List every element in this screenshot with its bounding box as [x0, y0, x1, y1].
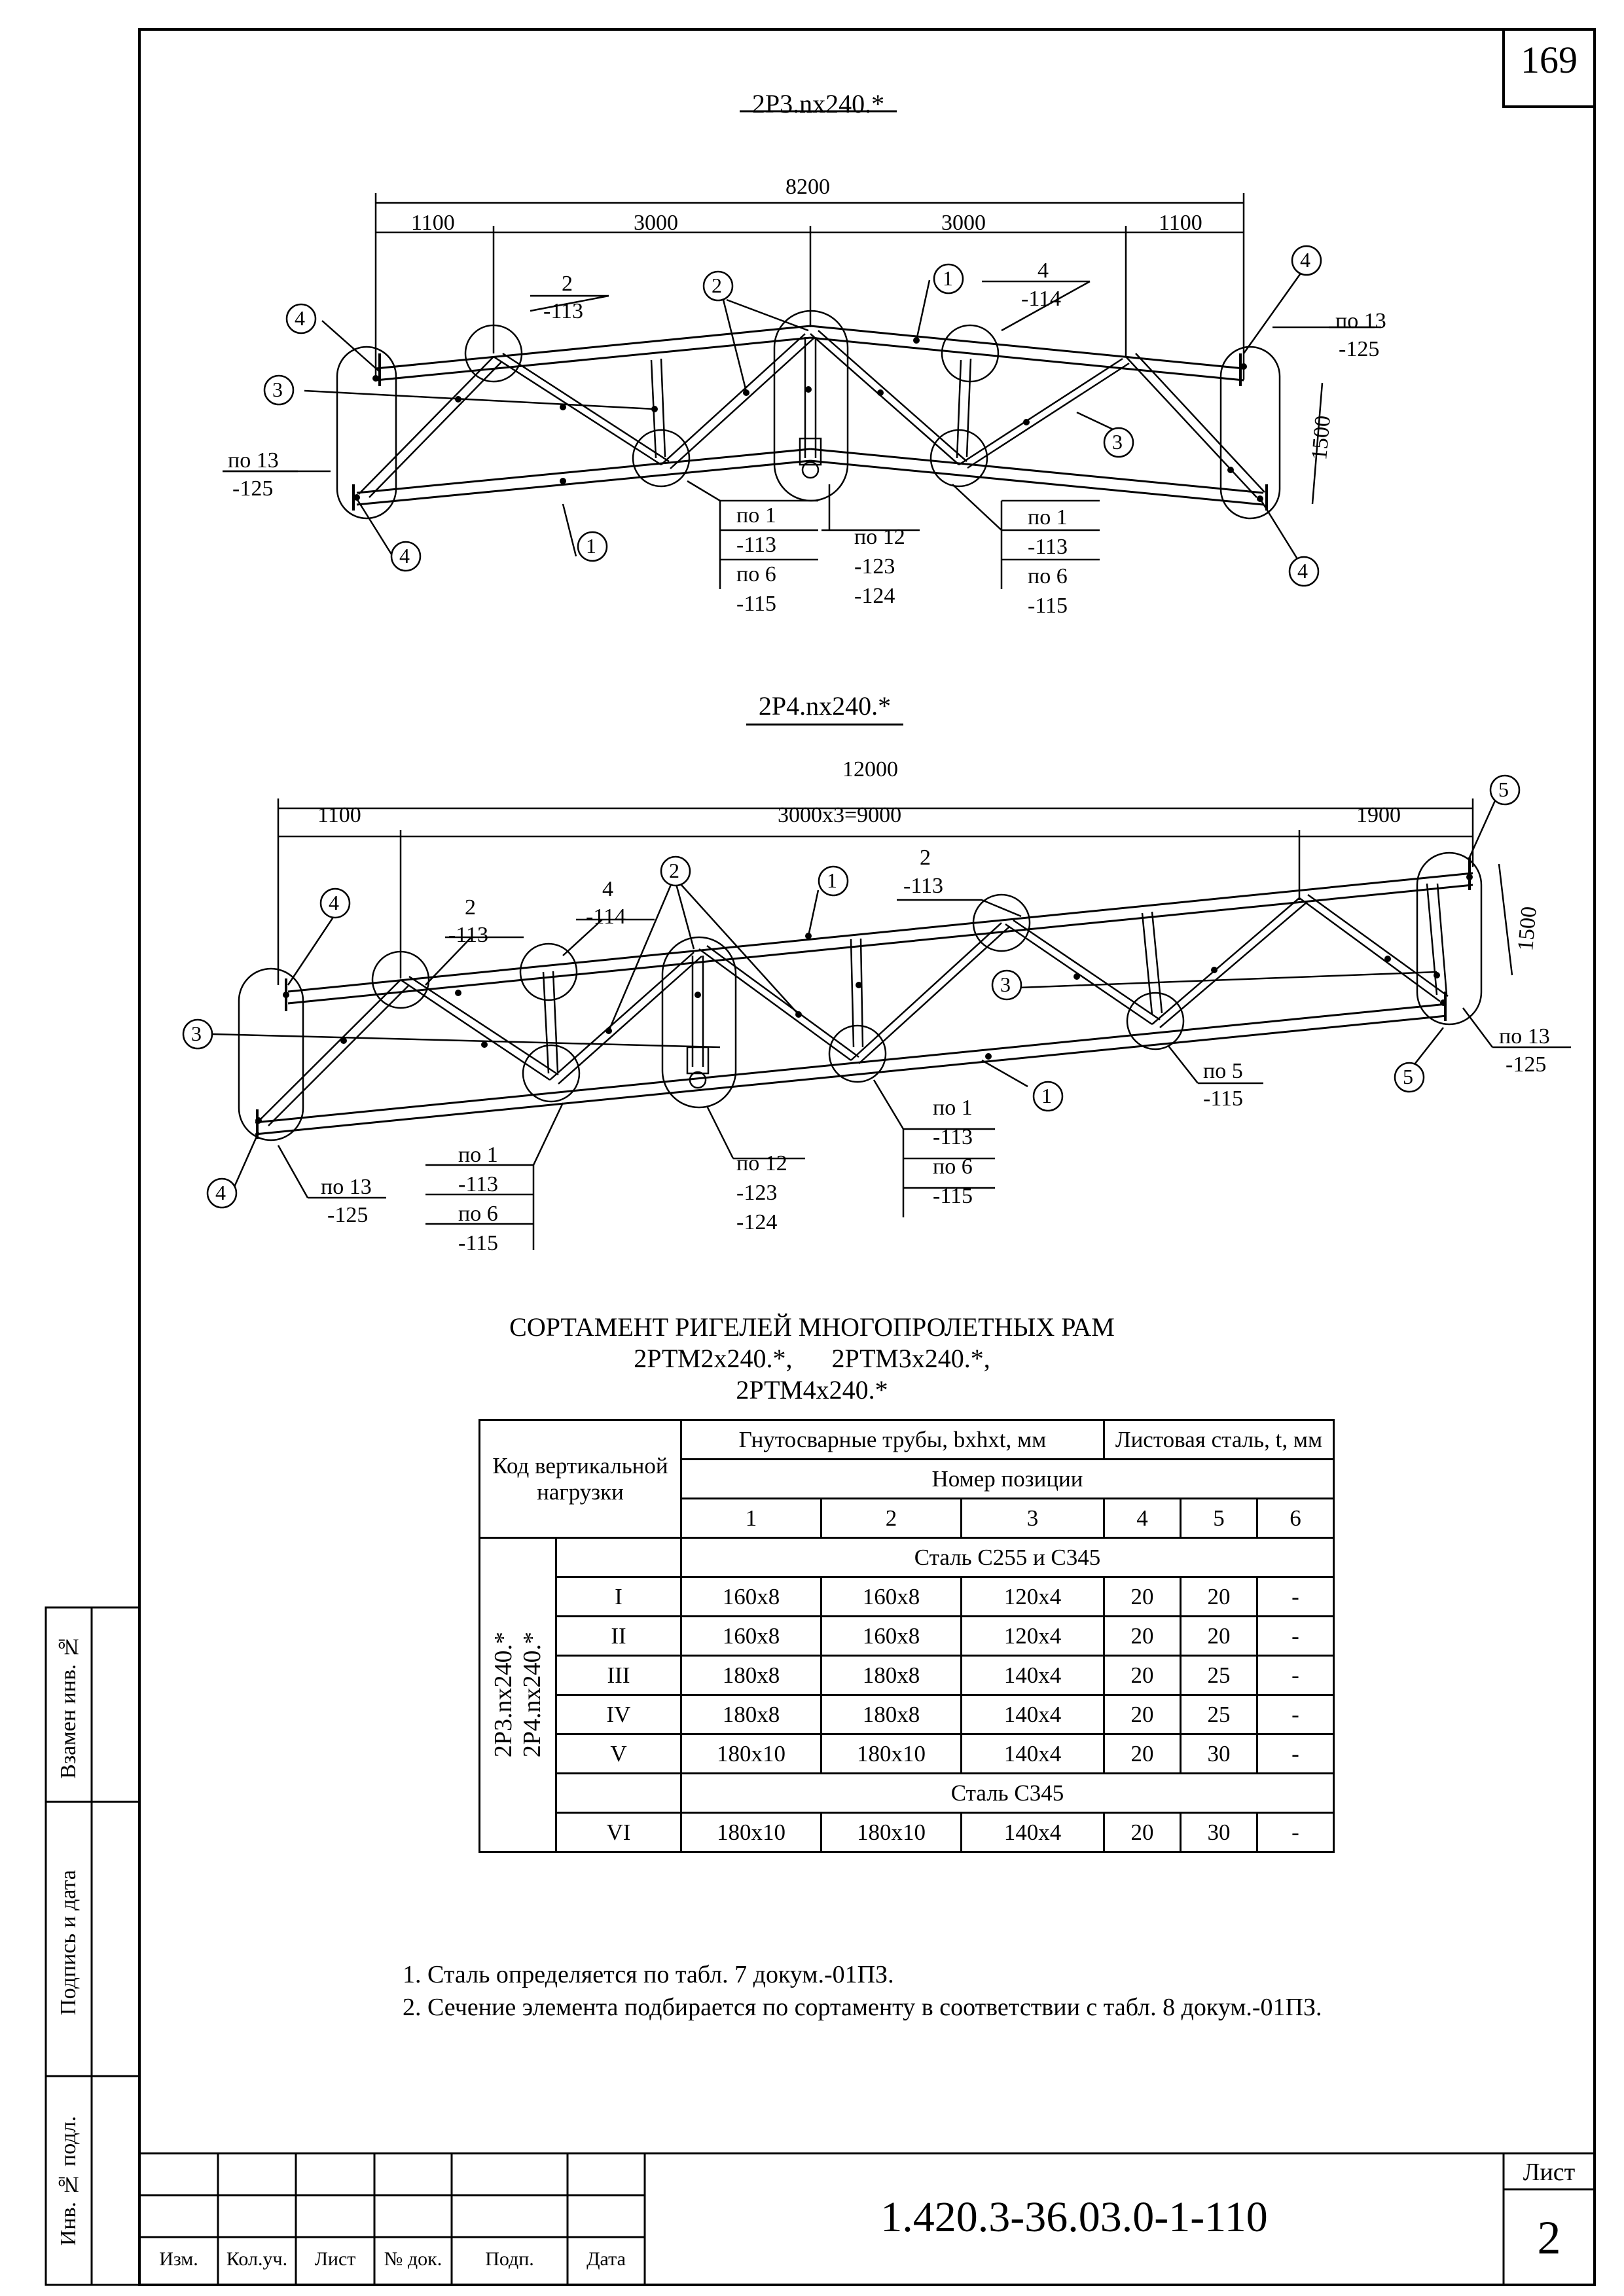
dim2-3: 1900 — [1356, 803, 1401, 827]
balloon2-1b: 1 — [1041, 1084, 1052, 1107]
mark-line-2: 2Р4.nх240.* — [518, 1632, 546, 1758]
balloon-4-tr: 4 — [1300, 248, 1310, 272]
balloon-2: 2 — [712, 274, 722, 297]
balloons-2p3 — [264, 246, 1321, 586]
label-2-val: -113 — [543, 299, 584, 323]
balloon-4-bl: 4 — [399, 544, 410, 567]
dim2-2: 3000х3=9000 — [778, 803, 902, 827]
header-sheet: Листовая сталь, t, мм — [1104, 1420, 1334, 1460]
balloon-4-tl: 4 — [295, 306, 305, 330]
strip-replace: Взамен инв. № — [56, 1634, 81, 1779]
label2-po13r-val: -125 — [1506, 1052, 1547, 1077]
callout2-bottom-1: по 1 -113 по 6 -115 — [458, 1143, 499, 1255]
col-sign: Подп. — [485, 2248, 534, 2270]
pos-5: 5 — [1181, 1499, 1257, 1538]
balloon2-4b: 4 — [215, 1181, 226, 1204]
mark-line-1: 2Р3.nх240.* — [490, 1632, 517, 1758]
steel-group-2: Сталь С345 — [681, 1774, 1334, 1813]
label2-po13l: по 13 — [321, 1175, 372, 1199]
sheet-frame — [139, 29, 1595, 2285]
dim2-height: 1500 — [1513, 905, 1542, 952]
pos-6: 6 — [1257, 1499, 1334, 1538]
label2-po13r: по 13 — [1499, 1024, 1550, 1049]
dim-total: 8200 — [785, 175, 830, 199]
label2-po13l-val: -125 — [327, 1203, 369, 1227]
steel-group-1: Сталь С255 и С345 — [681, 1538, 1334, 1577]
table-row: VI 180х10 180х10 140х4 20 30 - — [480, 1813, 1334, 1852]
label2-2a: 2 — [465, 895, 476, 920]
sheet-label: Лист — [1523, 2159, 1576, 2186]
table-row: IV 180х8 180х8 140х4 20 25 - — [480, 1695, 1334, 1734]
dim2-1: 1100 — [317, 803, 361, 827]
truss2-title: 2Р4.nх240.* — [758, 691, 892, 721]
col-date: Дата — [586, 2248, 626, 2270]
pos-4: 4 — [1104, 1499, 1181, 1538]
sheet-number: 169 — [1521, 39, 1578, 81]
balloon-3-l: 3 — [272, 378, 283, 401]
dim-3: 3000 — [941, 211, 986, 235]
nodes-2p4 — [255, 874, 1473, 1124]
dim-1: 1100 — [411, 211, 455, 235]
callout2-bottom-2: по 12 -123 -124 — [736, 1151, 787, 1234]
mark-cell — [480, 1538, 556, 1852]
label2-4b: 4 — [602, 877, 613, 901]
label-4-val: -114 — [1021, 287, 1062, 311]
label2-4b-val: -114 — [586, 905, 626, 929]
label2-po5-val: -115 — [1203, 1086, 1244, 1111]
label-4: 4 — [1038, 259, 1049, 283]
col-izm: Изм. — [159, 2248, 198, 2270]
callout-bottom-2: по 12 -123 -124 — [854, 525, 905, 608]
sheet-value: 2 — [1537, 2212, 1561, 2264]
dim-2: 3000 — [634, 211, 678, 235]
balloon2-5b: 5 — [1403, 1065, 1413, 1088]
balloon2-5: 5 — [1498, 778, 1509, 801]
balloon2-2: 2 — [669, 859, 679, 882]
label-po13-r-val: -125 — [1339, 337, 1380, 361]
label-po13-l: по 13 — [228, 448, 279, 473]
label2-po5: по 5 — [1203, 1059, 1243, 1083]
balloon-4-br: 4 — [1297, 559, 1308, 583]
balloons-2p4 — [183, 776, 1519, 1208]
pos-2: 2 — [821, 1499, 962, 1538]
balloon2-1: 1 — [827, 869, 837, 892]
col-kol: Кол.уч. — [226, 2248, 288, 2270]
dim-height: 1500 — [1307, 414, 1335, 461]
note-1: 1. Сталь определяется по табл. 7 докум.-01ПЗ. — [403, 1961, 894, 1988]
callout2-bottom-3: по 1 -113 по 6 -115 — [933, 1096, 973, 1208]
sortament-table — [478, 1419, 1335, 1853]
dim-4: 1100 — [1159, 211, 1202, 235]
dim2-total: 12000 — [842, 757, 898, 781]
balloon-1: 1 — [943, 266, 953, 290]
table-row: I 160х8 160х8 120х4 20 20 - — [480, 1577, 1334, 1617]
label-2: 2 — [562, 272, 573, 296]
strip-inventory: Инв. № подл. — [56, 2116, 81, 2246]
label2-2c-val: -113 — [903, 874, 944, 898]
pos-1: 1 — [681, 1499, 821, 1538]
label-po13-r: по 13 — [1335, 309, 1386, 333]
balloon2-3: 3 — [1000, 973, 1011, 996]
truss1-title: 2Р3.nх240.* — [751, 89, 885, 118]
col-doc: № док. — [384, 2248, 442, 2270]
table-row: V 180х10 180х10 140х4 20 30 - — [480, 1734, 1334, 1774]
pos-3: 3 — [962, 1499, 1104, 1538]
balloon2-4: 4 — [329, 891, 339, 914]
col-list: Лист — [314, 2248, 356, 2270]
sortament-title-2: 2РТМ2х240.*, 2РТМ3х240.*, — [634, 1344, 990, 1373]
sortament-title-1: СОРТАМЕНТ РИГЕЛЕЙ МНОГОПРОЛЕТНЫХ РАМ — [509, 1312, 1115, 1342]
balloon2-3-l: 3 — [191, 1022, 202, 1045]
header-code: Код вертикальной нагрузки — [480, 1420, 681, 1538]
balloon-1-b: 1 — [586, 534, 596, 558]
document-code: 1.420.3-36.03.0-1-110 — [880, 2193, 1268, 2241]
table-row: III 180х8 180х8 140х4 20 25 - — [480, 1656, 1334, 1695]
header-tubes: Гнутосварные трубы, bxhxt, мм — [681, 1420, 1104, 1460]
label2-2a-val: -113 — [448, 923, 489, 947]
callout-bottom-3: по 1 -113 по 6 -115 — [1028, 505, 1068, 618]
note-2: 2. Сечение элемента подбирается по сортаменту в соответствии с табл. 8 докум.-01ПЗ. — [403, 1994, 1322, 2021]
label2-2c: 2 — [920, 846, 931, 870]
balloon-3-r: 3 — [1112, 430, 1123, 454]
strip-signature: Подпись и дата — [56, 1869, 81, 2015]
header-position: Номер позиции — [681, 1460, 1334, 1499]
label-po13-l-val: -125 — [232, 476, 274, 501]
callout-bottom-1: по 1 -113 по 6 -115 — [736, 503, 777, 616]
sortament-title-3: 2РТМ4х240.* — [736, 1375, 888, 1405]
table-row: II 160х8 160х8 120х4 20 20 - — [480, 1617, 1334, 1656]
